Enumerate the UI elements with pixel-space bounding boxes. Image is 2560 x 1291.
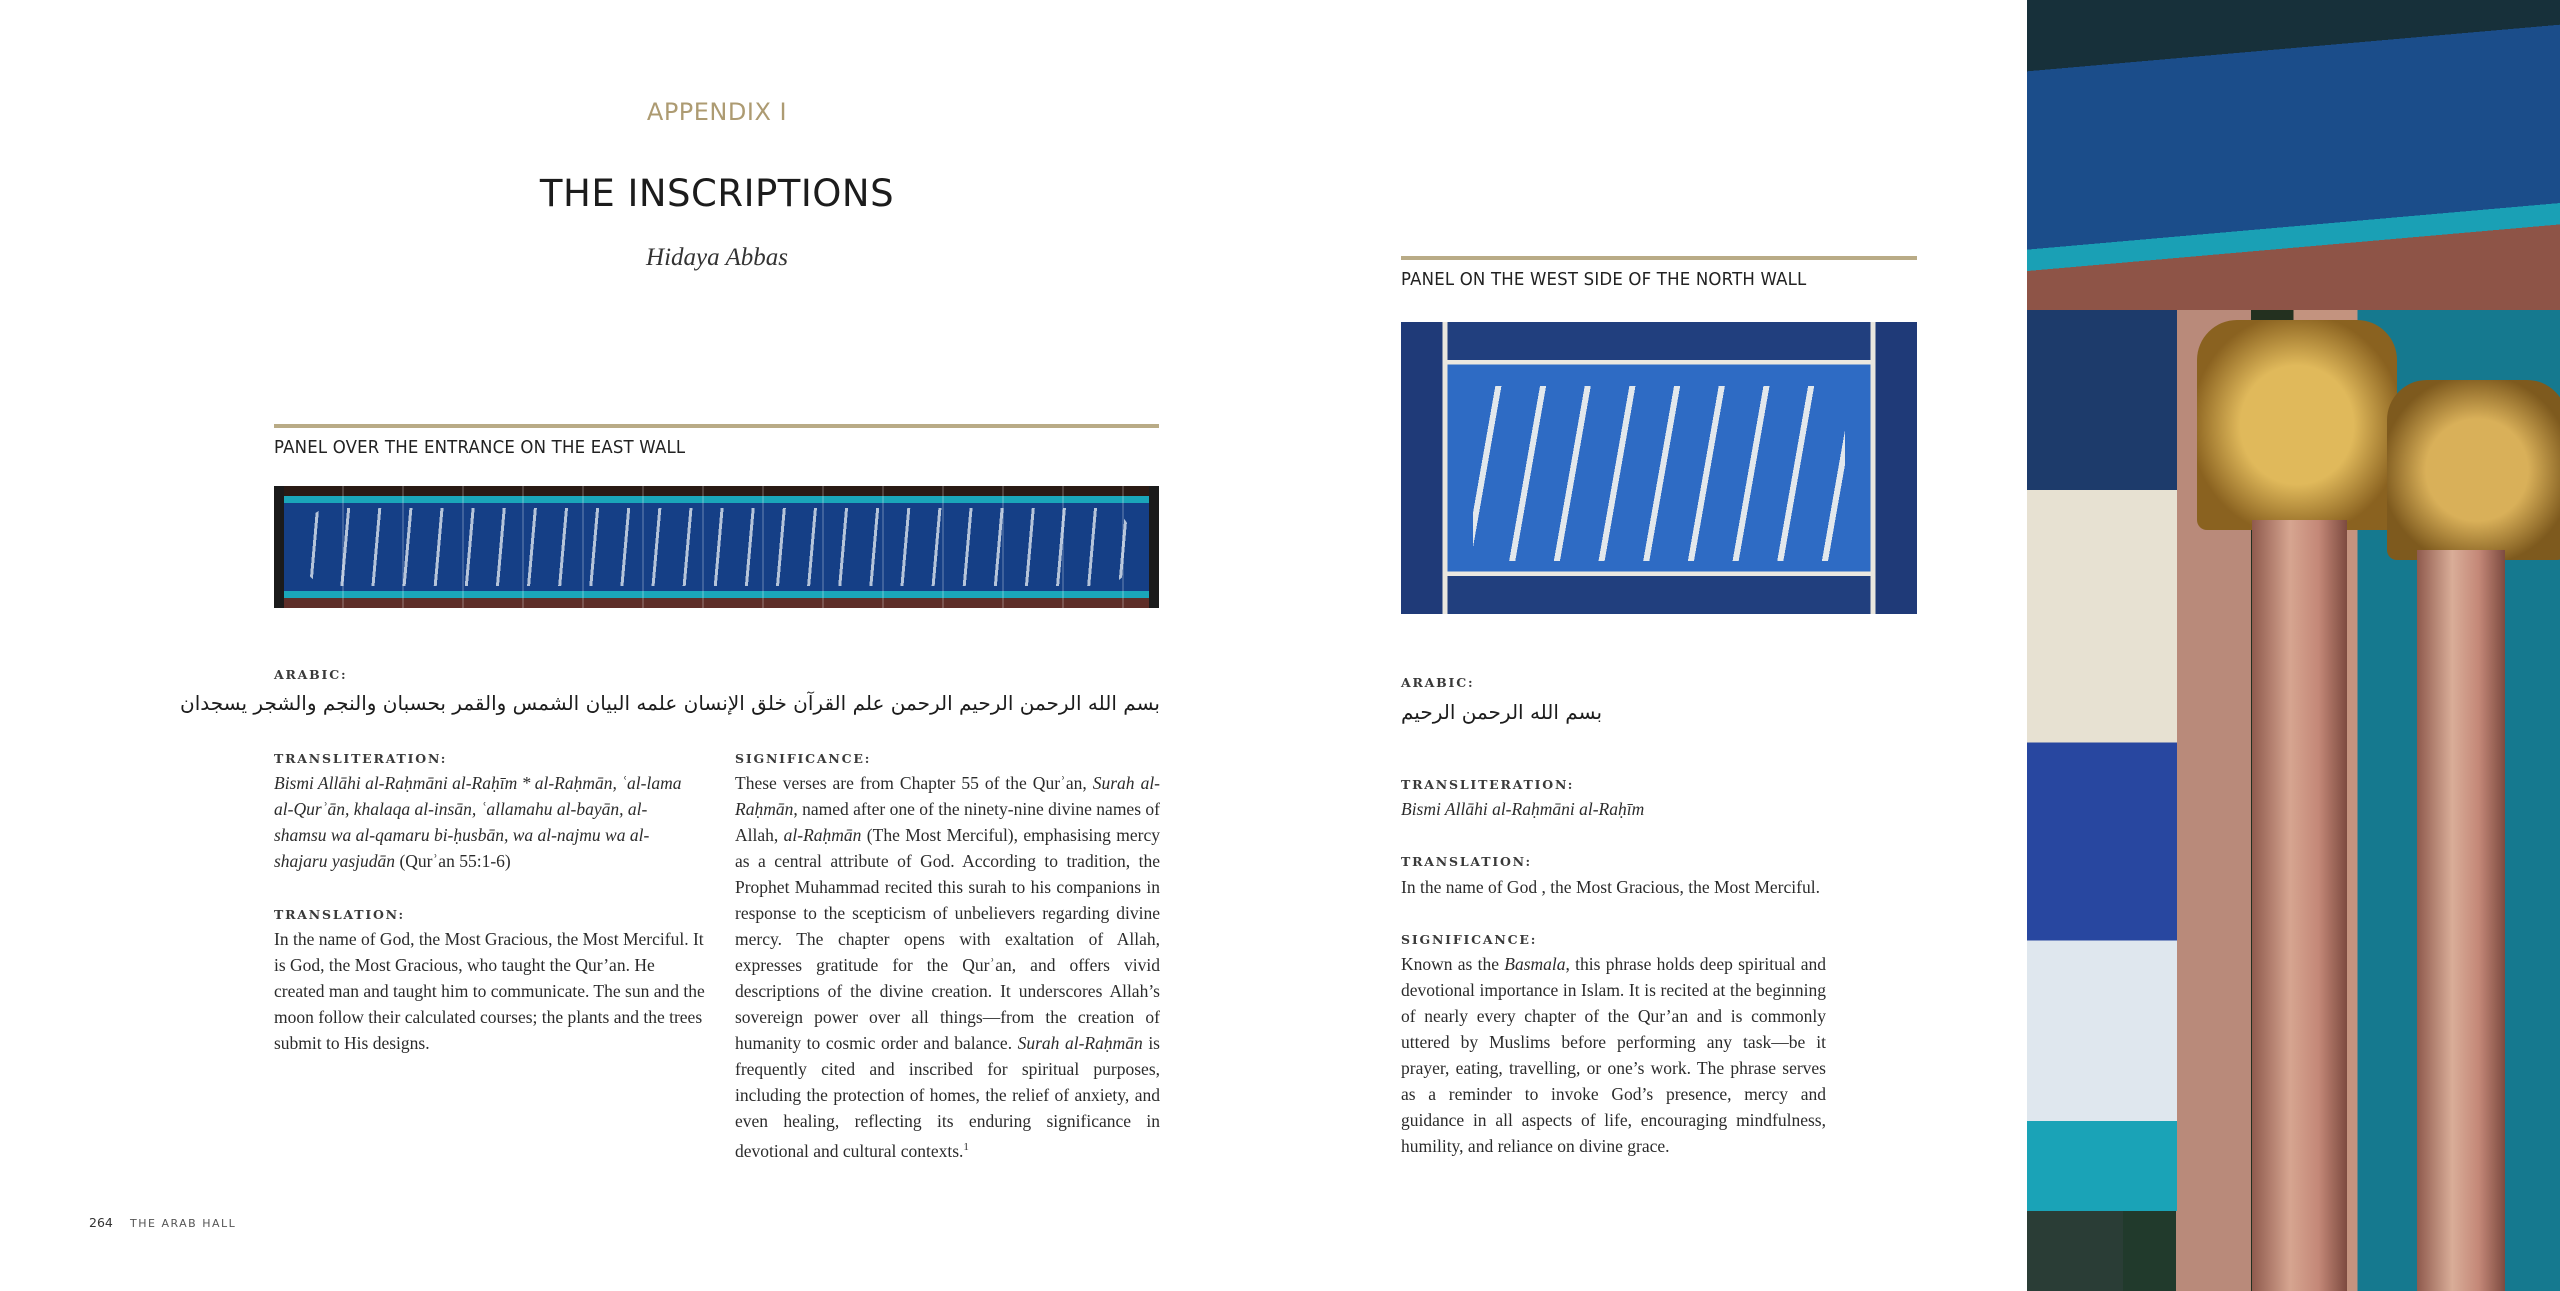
marble-column <box>2252 520 2347 1291</box>
section-rule-east <box>274 424 1159 428</box>
transliteration-west <box>1401 796 1644 822</box>
text-run: , this phrase holds deep spiritual and devotional importance in Islam. It is recited at the beginning of nearly every chapter of the Qur’an and is commonly uttered by Muslims before performing any task—be it prayer, eating, travelling, or one’s work. The phrase serves as a reminder to invoke God’s presence, mercy and guidance in all aspects of life, encouraging mindfulness, humility, and reliance on divine grace. <box>1401 954 1826 1156</box>
page-number: 264 <box>89 1215 113 1230</box>
running-head: THE ARAB HALL <box>130 1217 237 1230</box>
significance-west <box>1401 951 1826 1159</box>
tiled-wall <box>2027 310 2177 1211</box>
transliteration-east <box>274 770 694 874</box>
tile-frieze <box>2027 0 2560 310</box>
section-title-east: PANEL OVER THE ENTRANCE ON THE EAST WALL <box>274 437 686 458</box>
translation-label: TRANSLATION: <box>1401 854 1532 869</box>
significance-label: SIGNIFICANCE: <box>735 751 872 766</box>
appendix-label: APPENDIX I <box>646 98 788 126</box>
author-name: Hidaya Abbas <box>646 244 788 271</box>
verse-reference: (Qurʾan 55:1-6) <box>395 851 511 871</box>
column-capital <box>2387 380 2560 560</box>
arab-hall-photo <box>2027 0 2560 1291</box>
footnote-marker: 1 <box>963 1141 969 1153</box>
text-run: These verses are from Chapter 55 of the Qurʾan, <box>735 773 1093 793</box>
translation-west: In the name of God , the Most Gracious, the Most Merciful. <box>1401 877 1820 897</box>
translation-east: In the name of God, the Most Gracious, the Most Merciful. It is God, the Most Gracious, who taught the Qur’an. He created man and taught him to communicate. The sun and the moon follow their calculated courses; the plants and the trees submit to His designs. <box>274 929 705 1053</box>
page-title: THE INSCRIPTIONS <box>539 172 895 215</box>
arabic-label: ARABIC: <box>274 667 348 682</box>
text-run: , named after one of the ninety-nine divine names of Allah, <box>735 799 1160 845</box>
section-rule-west <box>1401 256 1917 260</box>
text-run: Known as the <box>1401 954 1505 974</box>
marble-column <box>2417 550 2505 1291</box>
east-panel-image <box>274 486 1159 608</box>
significance-label: SIGNIFICANCE: <box>1401 932 1538 947</box>
column-capital <box>2197 320 2397 530</box>
arabic-label: ARABIC: <box>1401 675 1475 690</box>
transliteration-label: TRANSLITERATION: <box>1401 777 1575 792</box>
west-panel-image <box>1401 322 1917 614</box>
italic-term: Surah al-Raḥmān <box>735 773 1161 819</box>
italic-term: Basmala <box>1504 954 1566 974</box>
calligraphy-pattern <box>1473 386 1845 561</box>
section-title-west: PANEL ON THE WEST SIDE OF THE NORTH WALL <box>1401 269 1807 290</box>
italic-term: Surah al-Raḥmān <box>1017 1033 1143 1053</box>
italic-term: al-Raḥmān <box>783 825 862 845</box>
transliteration-text: Bismi Allāhi al-Raḥmāni al-Raḥīm <box>1401 799 1645 819</box>
translation-label: TRANSLATION: <box>274 907 405 922</box>
transliteration-label: TRANSLITERATION: <box>274 751 448 766</box>
text-run: (The Most Merciful), emphasising mercy as a central attribute of God. According to tradition, the Prophet Muhammad recited this surah to his companions in response to the scepticism of unbelievers regarding divine mercy. The chapter opens with exaltation of Allah, expresses gratitude for the Qurʾan, and offers vivid descriptions of the divine creation. It underscores Allah’s sovereign power over all things—from the creation of humanity to cosmic order and balance. <box>735 825 1160 1053</box>
text-run: is frequently cited and inscribed for spiritual purposes, including the protection of homes, the relief of anxiety, and even healing, reflecting its enduring significance in devotional and cultural contexts. <box>735 1033 1160 1161</box>
transliteration-text: Bismi Allāhi al-Raḥmāni al-Raḥīm * al-Raḥmān, ʿal-lama al-Qurʾān, khalaqa al-insān, ʿallamahu al-bayān, al-shamsu wa al-qamaru bi-ḥusbān, wa al-najmu wa al-shajaru yasjudān <box>274 773 682 871</box>
calligraphy-pattern <box>302 508 1131 586</box>
arabic-text-east: بسم الله الرحمن الرحيم الرحمن علم القرآن خلق الإنسان علمه البيان الشمس والقمر بحسبان والنجم والشجر يسجدان <box>180 691 1160 715</box>
arabic-text-west: بسم الله الرحمن الرحيم <box>1401 700 1603 724</box>
significance-east <box>735 770 1160 1164</box>
